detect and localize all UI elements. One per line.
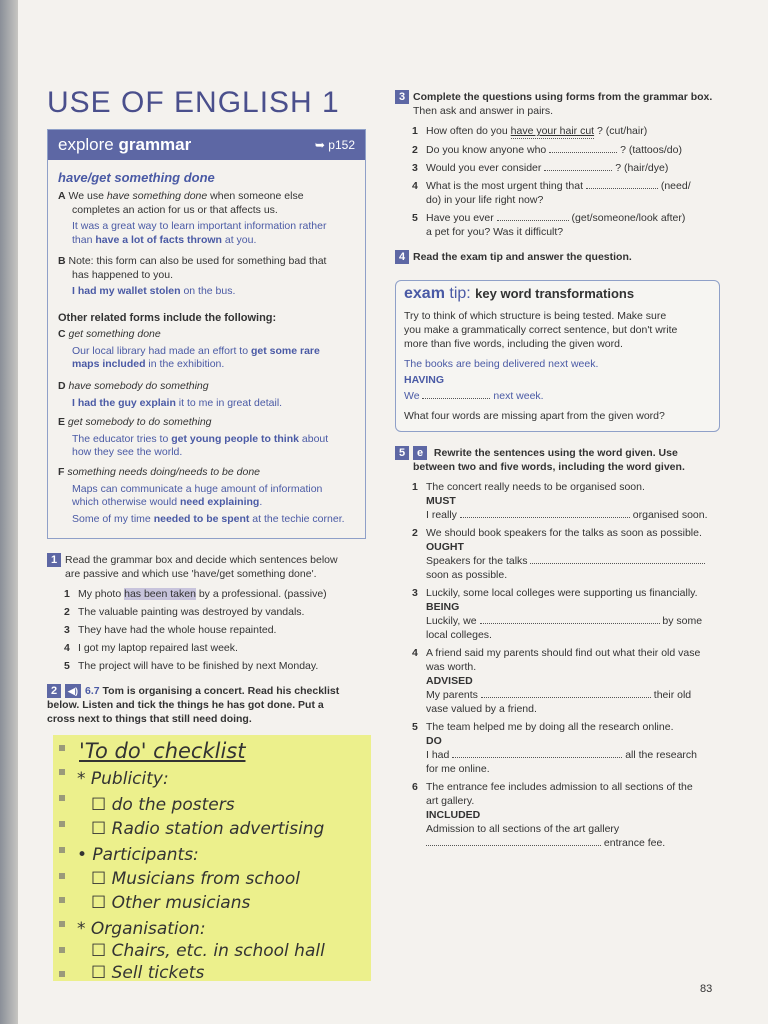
answer-field[interactable] [497,220,569,221]
list-item: 4 What is the most urgent thing that (need/ [412,180,691,192]
answer-field[interactable] [549,152,617,153]
exercise-5-list [412,480,717,850]
exam-tip-box [395,280,720,432]
list-item: 3 Would you ever consider ? (hair/dye) [412,162,669,174]
list-item: 6 The entrance fee includes admission to all sections of the art gallery. INCLUDED Admission to all sections of the art gallery entrance fee. [412,781,693,849]
checklist-item[interactable]: ☐ Musicians from school [91,869,301,889]
exam-tip-example: The books are being delivered next week. [404,358,599,370]
answer-field[interactable] [530,563,705,564]
checklist-heading: • Participants: [77,845,199,865]
answer-field[interactable] [481,697,651,698]
checklist-item[interactable]: ☐ Radio station advertising [91,819,325,839]
grammar-box-header [48,130,365,160]
list-item: 2 Do you know anyone who ? (tattoos/do) [412,144,682,156]
bullet-icon [59,821,65,827]
exercise-3-instructions: 3 Complete the questions using forms from the grammar box. Then ask and answer in pairs. [395,90,725,118]
exercise-4-badge: 4 [395,250,409,264]
checklist-item[interactable]: ☐ Other musicians [91,893,251,913]
bullet-icon [59,769,65,775]
checklist-title: 'To do' checklist [79,739,246,763]
page-title: USE OF ENGLISH 1 [47,86,340,119]
list-item: 5 The project will have to be finished by next Monday. [64,660,319,672]
explore-grammar-box [47,129,366,539]
exercise-4-instructions: 4 Read the exam tip and answer the question. [395,250,632,264]
list-item-continued: do) in your life right now? [426,194,544,206]
book-spine [0,0,18,1024]
list-item: 4 I got my laptop repaired last week. [64,642,238,654]
exam-tip-question: What four words are missing apart from the given word? [404,410,665,422]
grammar-box-title: explore grammar [58,135,192,154]
page-number: 83 [700,983,713,995]
checklist-item[interactable]: ☐ Chairs, etc. in school hall [91,941,325,961]
list-item: 5 The team helped me by doing all the research online. DO I had all the research for me online. [412,721,697,775]
answer-field[interactable]: have your hair cut [510,125,595,137]
bullet-icon [59,947,65,953]
checklist-item[interactable]: ☐ do the posters [91,795,235,815]
list-item: 4 A friend said my parents should find out what their old vase was worth. ADVISED My parents their old vase valued by a friend. [412,647,701,715]
bullet-icon [59,745,65,751]
exercise-3-badge: 3 [395,90,409,104]
exercise-2-badge: 2 [47,684,61,698]
rule-d: D have somebody do something I had the guy explain it to me in great detail. [58,380,283,409]
bullet-icon [59,847,65,853]
exam-tip-title: exam tip: key word transformations [404,285,635,302]
audio-icon[interactable]: ◀) [65,684,81,698]
exercise-1-list [64,587,374,673]
answer-field[interactable] [452,757,622,758]
list-item: 5 Have you ever (get/someone/look after) [412,212,686,224]
exercise-5-instructions: 5 e Rewrite the sentences using the word given. Use between two and five words, including the word given. [395,446,725,474]
rule-a: A We use have something done when someone else completes an action for us or that affects us. It was a great way to learn important information rather than have a lot of facts thrown at you. [58,190,327,246]
exam-tip-key-word: HAVING [404,374,445,386]
checklist-item[interactable]: ☐ Sell tickets [91,963,205,983]
answer-field[interactable] [426,845,601,846]
answer-field[interactable] [460,517,630,518]
checklist-heading: * Organisation: [77,919,206,939]
answer-field[interactable] [480,623,660,624]
answer-field[interactable] [586,188,658,189]
other-forms-heading: Other related forms include the following: [58,312,277,324]
answer-field[interactable] [544,170,612,171]
exam-tip-body: Try to think of which structure is being tested. Make sure you make a grammatically correct sentence, but don't write more than five words, including the given word. [404,310,678,350]
answer-field[interactable] [422,398,490,399]
list-item: 1 How often do you have your hair cut ? (cut/hair) [412,125,648,137]
exercise-1-instructions: 1 Read the grammar box and decide which sentences below are passive and which use 'have/get something done'. [47,553,367,581]
exam-icon: e [413,446,427,460]
rule-b: B Note: this form can also be used for something bad that has happened to you. I had my wallet stolen on the bus. [58,255,327,297]
rule-c: C get something done Our local library had made an effort to get some rare maps included in the exhibition. [58,328,320,370]
list-item: 3 They have had the whole house repainted. [64,624,277,636]
bullet-icon [59,897,65,903]
exercise-1-badge: 1 [47,553,61,567]
page-reference[interactable]: ➥ p152 [314,138,355,152]
bullet-icon [59,921,65,927]
checklist-heading: * Publicity: [77,769,169,789]
rule-e: E get somebody to do something The educator tries to get young people to think about how they see the world. [58,416,329,458]
list-item-continued: a pet for you? Was it difficult? [426,226,564,238]
list-item: 2 The valuable painting was destroyed by vandals. [64,606,305,618]
list-item: 2 We should book speakers for the talks as soon as possible. OUGHT Speakers for the talks soon as possible. [412,526,717,582]
rule-f: F something needs doing/needs to be done Maps can communicate a huge amount of information which otherwise would need explaining. Some of my time needed to be spent at the techie corner. [58,466,345,525]
grammar-subtitle: have/get something done [58,170,215,185]
bullet-icon [59,971,65,977]
bullet-icon [59,873,65,879]
exercise-2-instructions: 2 ◀) 6.7 Tom is organising a concert. Read his checklist below. Listen and tick the things he has got done. Put a cross next to things that still need doing. [47,685,340,726]
exam-tip-answer-line: We next week. [404,390,544,402]
todo-checklist-note [53,735,371,981]
list-item: 1 The concert really needs to be organised soon. MUST I really organised soon. [412,481,708,521]
exercise-5-badge: 5 [395,446,409,460]
list-item: 1 My photo has been taken by a professional. (passive) [64,588,327,600]
exercise-3-list [412,124,727,239]
bullet-icon [59,795,65,801]
list-item: 3 Luckily, some local colleges were supporting us financially. BEING Luckily, we by some local colleges. [412,587,703,641]
